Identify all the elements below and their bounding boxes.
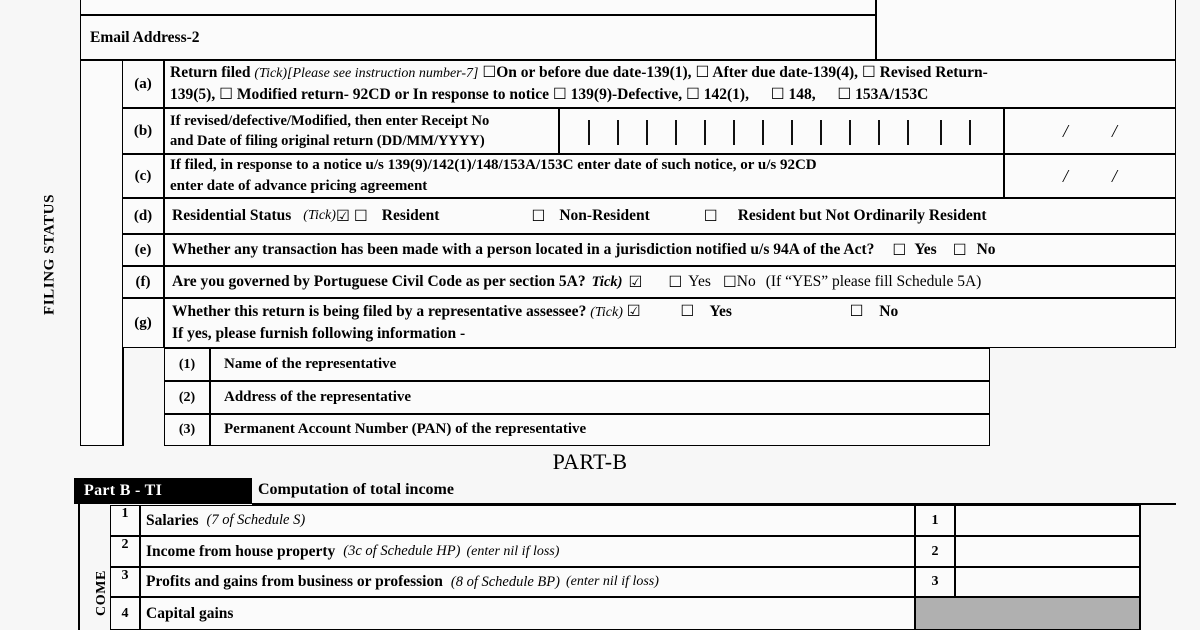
row-e-yes-label: Yes <box>914 241 937 258</box>
row-g-question: Whether this return is being filed by a representative assessee? <box>172 303 587 320</box>
income-label-cell-border <box>78 504 80 630</box>
rep-row-1-label: Name of the representative <box>224 355 397 372</box>
checkbox-portuguese-no[interactable] <box>723 273 737 292</box>
row-g-checked-marker: ☑ <box>626 303 641 320</box>
row-g-content <box>172 300 1172 346</box>
checkbox-142-1[interactable] <box>686 84 700 106</box>
part-b-title: PART-B <box>552 449 628 474</box>
pb-row-1-value <box>961 505 1137 536</box>
row-f-content <box>172 266 1172 298</box>
checkbox-modified-return-92cd[interactable] <box>219 84 233 106</box>
row-a-option-2: Revised Return- <box>879 64 988 81</box>
pb-row-3-title: Profits and gains from business or profession <box>146 573 443 590</box>
receipt-tick-12 <box>907 120 909 146</box>
pb-row-2-title: Income from house property <box>146 542 336 560</box>
checkbox-94a-no[interactable] <box>953 241 967 260</box>
email-address-2-label <box>82 17 872 59</box>
row-f-tick-note: Tick) <box>591 273 623 290</box>
row-b-line-2: and Date of filing original return (DD/MM/YYYY) <box>170 133 485 149</box>
rep-row-2-label: Address of the representative <box>224 388 412 405</box>
receipt-tick-14 <box>969 120 971 146</box>
row-d-option-non-resident: Non-Resident <box>559 207 650 224</box>
receipt-tick-9 <box>820 120 822 146</box>
row-d-letter: (d) <box>133 207 153 224</box>
row-c-letter: (c) <box>134 167 152 184</box>
pb-row-1-boxnum: 1 <box>931 512 939 528</box>
pb-row-1-num: 1 <box>121 506 129 521</box>
row-b-line-1: If revised/defective/Modified, then enter Receipt No <box>170 112 490 129</box>
pb-row-4-title: Capital gains <box>146 604 234 622</box>
row-f-question: Are you governed by Portuguese Civil Code as per section 5A? <box>172 273 586 290</box>
checkbox-148[interactable] <box>771 84 785 106</box>
row-g-tick-note: (Tick) <box>590 305 623 320</box>
row-f-checked-marker: ☑ <box>628 273 643 291</box>
checkbox-153a-153c[interactable] <box>837 84 851 106</box>
filing-status-vertical-label: FILING STATUS <box>41 193 58 316</box>
row-f-yes-label: Yes <box>688 273 711 290</box>
part-b-ti-title: Computation of total income <box>258 481 454 498</box>
row-b-date-slash-1: / <box>1062 120 1068 141</box>
row-d-option-rnor: Resident but Not Ordinarily Resident <box>737 207 987 224</box>
row-f-note: (If “YES” please fill Schedule 5A) <box>765 273 982 290</box>
checkbox-94a-yes[interactable] <box>892 241 906 260</box>
row-f-letter: (f) <box>135 273 151 290</box>
pb-row-3-num: 3 <box>121 568 129 583</box>
pb-row-2-ref: (3c of Schedule HP) <box>343 543 461 559</box>
row-d-checked-marker: ☑ <box>335 207 350 225</box>
row-a-line2-prefix: 139(5), <box>170 86 216 104</box>
receipt-tick-4 <box>675 120 677 146</box>
pb-row-3-ref: (8 of Schedule BP) <box>450 573 560 590</box>
receipt-tick-7 <box>762 120 764 146</box>
receipt-tick-8 <box>791 120 793 146</box>
row-a-option-1: After due date-139(4), <box>712 64 859 81</box>
row-a-option-0: On or before due date-139(1), <box>496 64 692 81</box>
row-e-letter: (e) <box>134 241 152 258</box>
row-a-line-2 <box>170 84 1174 106</box>
row-g-letter: (g) <box>134 314 152 331</box>
rep-block-left-border <box>122 348 124 446</box>
receipt-number-boxes[interactable] <box>559 108 1004 154</box>
pb-row-3-boxnum: 3 <box>931 574 939 589</box>
row-e-content <box>172 234 1172 266</box>
checkbox-after-due-date[interactable] <box>695 62 709 84</box>
receipt-tick-3 <box>646 120 648 146</box>
checkbox-representative-no[interactable] <box>850 301 864 323</box>
row-c-line-2: enter date of advance pricing agreement <box>170 178 428 194</box>
row-g-no-label: No <box>879 303 899 320</box>
pb-row-4-num: 4 <box>121 605 129 621</box>
pb-row-1-title: Salaries <box>146 511 199 529</box>
pb-row-4-label <box>146 597 911 630</box>
row-f-no-label: No <box>736 273 756 290</box>
row-a-line2-mid: Modified return- 92CD or In response to notice <box>236 86 549 104</box>
row-d-tick-note: (Tick) <box>303 208 336 223</box>
row-b-date-slash-2: / <box>1112 120 1118 141</box>
row-a-instruction-note: (Tick)[Please see instruction number-7] <box>254 66 479 81</box>
row-e-question: Whether any transaction has been made with a person located in a jurisdiction notified u/s 94A of the Act? <box>172 241 875 258</box>
checkbox-representative-yes[interactable] <box>680 301 694 323</box>
rep-row-2-num: (2) <box>178 389 196 405</box>
row-b-letter: (b) <box>133 122 153 139</box>
row-a-option-3: 139(9)-Defective, <box>570 86 683 104</box>
pb-row-1-label <box>146 505 911 536</box>
filing-status-label-cell <box>80 60 122 446</box>
pb-row-2-label <box>146 536 911 567</box>
pb-row-3-label <box>146 567 911 597</box>
pb-row-2-boxnum: 2 <box>931 543 939 559</box>
row-a-option-5: 148, <box>788 86 816 104</box>
row-c-date-field[interactable] <box>1004 154 1176 198</box>
receipt-tick-10 <box>849 120 851 146</box>
rep-row-3-label: Permanent Account Number (PAN) of the representative <box>224 421 587 438</box>
pb-row-2-note: (enter nil if loss) <box>466 543 560 559</box>
checkbox-on-or-before-due-date[interactable] <box>482 62 496 84</box>
row-b-date-field[interactable] <box>1004 108 1176 154</box>
part-b-right-border <box>1139 505 1141 630</box>
checkbox-139-9-defective[interactable] <box>553 84 567 106</box>
row-b-label <box>170 110 558 152</box>
row-c-line-1: If filed, in response to a notice u/s 139(9)/142(1)/148/153A/153C enter date of such notice, or u/s 92CD <box>170 157 817 174</box>
pb-row-3-note: (enter nil if loss) <box>565 574 659 589</box>
contact-right-box[interactable] <box>876 0 1176 60</box>
row-e-no-label: No <box>976 241 996 258</box>
pb-row-2-num: 2 <box>121 537 129 552</box>
row-c-date-slash-2: / <box>1112 165 1118 186</box>
checkbox-resident-not-ordinarily[interactable] <box>704 207 718 226</box>
receipt-tick-1 <box>588 120 590 146</box>
email-address-2-text: Email Address-2 <box>90 29 200 47</box>
checkbox-non-resident[interactable] <box>531 207 545 226</box>
checkbox-resident[interactable] <box>354 207 368 226</box>
row-a-line-1 <box>170 62 1174 84</box>
receipt-tick-6 <box>733 120 735 146</box>
row-a-content <box>170 62 1174 106</box>
row-c-content <box>170 156 1002 196</box>
row-d-option-resident: Resident <box>381 207 440 224</box>
receipt-tick-2 <box>617 120 619 146</box>
rep-row-3-num: (3) <box>178 422 196 437</box>
row-d-content <box>172 198 1172 234</box>
pb-row-4-gray-cell <box>915 597 1141 630</box>
income-vertical-label: COME <box>94 570 109 616</box>
row-g-line-1 <box>172 301 1172 323</box>
pb-row-1-ref: (7 of Schedule S) <box>206 512 306 528</box>
row-g-yes-label: Yes <box>709 303 732 320</box>
row-a-option-4: 142(1), <box>703 86 749 104</box>
receipt-tick-11 <box>878 120 880 146</box>
row-c-date-slash-1: / <box>1062 165 1068 186</box>
pb-row-2-value <box>961 536 1137 567</box>
part-b-ti-tag: Part B - TI <box>74 478 252 504</box>
rep-row-1-num: (1) <box>178 356 196 372</box>
row-a-option-6: 153A/153C <box>855 86 929 104</box>
checkbox-revised-return[interactable] <box>862 62 876 84</box>
receipt-tick-13 <box>940 120 942 146</box>
row-g-line-2: If yes, please furnish following information - <box>172 325 466 342</box>
residential-status-label: Residential Status <box>172 207 292 224</box>
row-a-letter: (a) <box>134 75 152 92</box>
pb-row-3-value <box>961 567 1137 597</box>
checkbox-portuguese-yes[interactable] <box>668 273 682 292</box>
row-a-return-filed-label: Return filed <box>170 64 251 81</box>
receipt-tick-5 <box>704 120 706 146</box>
